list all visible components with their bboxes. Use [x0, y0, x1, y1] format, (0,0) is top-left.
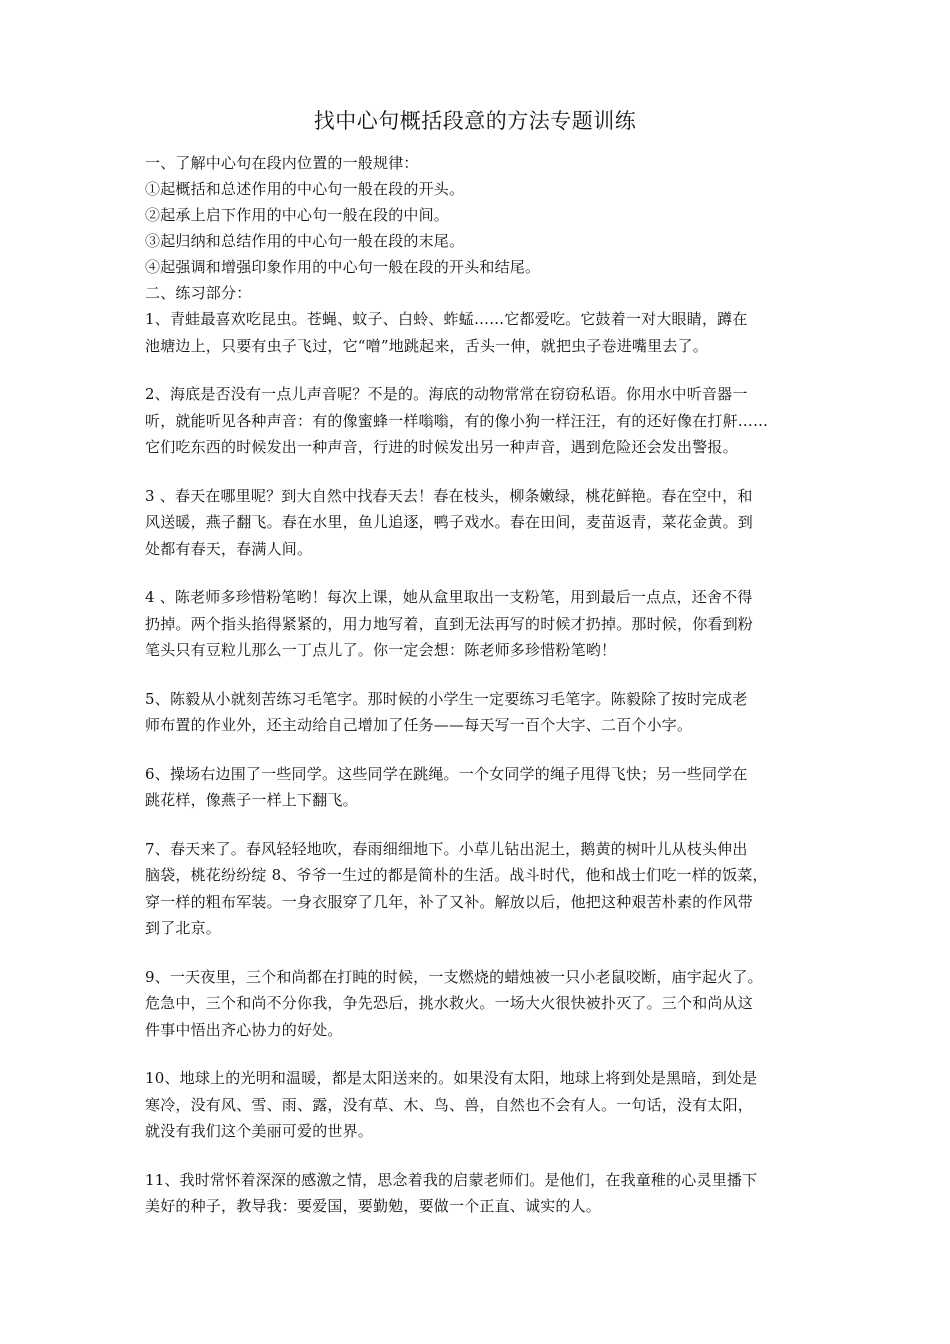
- exercise-line: 它们吃东西的时候发出一种声音，行进的时候发出另一种声音，遇到危险还会发出警报。: [145, 438, 738, 456]
- exercise-paragraph-6: [145, 761, 825, 814]
- paragraph-gap: [145, 1043, 825, 1065]
- exercise-line: 扔掉。两个指头掐得紧紧的，用力地写着，直到无法再写的时候才扔掉。那时候，你看到粉: [145, 614, 754, 633]
- paragraph-gap: [145, 814, 825, 836]
- paragraph-gap: [145, 664, 825, 686]
- exercise-line: 听，就能听见各种声音：有的像蜜蜂一样嗡嗡，有的像小狗一样汪汪，有的还好像在打鼾……: [145, 411, 769, 430]
- exercise-paragraph-2: [145, 381, 825, 461]
- exercise-line: 3 、春天在哪里呢？到大自然中找春天去！春在枝头，柳条嫩绿，桃花鲜艳。春在空中，和: [145, 486, 753, 505]
- page-title: 找中心句概括段意的方法专题训练: [313, 109, 637, 133]
- exercise-line: 穿一样的粗布军装。一身衣服穿了几年，补了又补。解放以后，他把这种艰苦朴素的作风带: [145, 892, 754, 911]
- paragraph-gap: [145, 942, 825, 964]
- exercise-line: 美好的种子，教导我：要爱国，要勤勉，要做一个正直、诚实的人。: [145, 1197, 602, 1215]
- exercise-line: 处都有春天，春满人间。: [145, 539, 313, 558]
- exercise-paragraph-5: [145, 686, 825, 739]
- exercise-line: 笔头只有豆粒儿那么一丁点儿了。你一定会想：陈老师多珍惜粉笔哟！: [145, 641, 617, 659]
- exercise-line: 师布置的作业外，还主动给自己增加了任务——每天写一百个大字、二百个小字。: [145, 716, 693, 734]
- paragraph-gap: [145, 461, 825, 483]
- exercise-line: 跳花样，像燕子一样上下翻飞。: [145, 791, 358, 809]
- section-2-heading: 二、练习部分：: [145, 284, 252, 302]
- exercise-paragraph-11: [145, 1167, 825, 1220]
- exercise-paragraph-10: [145, 1065, 825, 1145]
- section-1: [145, 150, 825, 280]
- exercise-paragraph-1: [145, 306, 825, 359]
- exercise-line: 脑袋，桃花纷纷绽 8、爷爷一生过的都是简朴的生活。战斗时代，他和战士们吃一样的饭菜，: [145, 866, 768, 884]
- exercise-line: 2、海底是否没有一点儿声音呢？不是的。海底的动物常常在窃窃私语。你用水中听音器一: [145, 385, 748, 403]
- exercise-line: 到了北京。: [145, 919, 222, 937]
- rule-item: ④起强调和增强印象作用的中心句一般在段的开头和结尾。: [145, 258, 541, 276]
- exercise-line: 11、我时常怀着深深的感激之情，思念着我的启蒙老师们。是他们，在我童稚的心灵里播下: [145, 1170, 758, 1189]
- exercise-line: 10、地球上的光明和温暖，都是太阳送来的。如果没有太阳，地球上将到处是黑暗，到处是: [145, 1069, 758, 1087]
- exercise-paragraph-3: [145, 483, 825, 563]
- exercise-paragraph-7: [145, 836, 825, 942]
- section-1-heading: 一、了解中心句在段内位置的一般规律：: [145, 154, 419, 172]
- exercise-line: 1、青蛙最喜欢吃昆虫。苍蝇、蚊子、白蛉、蚱蜢……它都爱吃。它鼓着一对大眼睛，蹲在: [145, 310, 748, 328]
- exercise-line: 就没有我们这个美丽可爱的世界。: [145, 1122, 374, 1140]
- exercise-line: 件事中悟出齐心协力的好处。: [145, 1020, 343, 1039]
- exercise-paragraph-9: [145, 964, 825, 1044]
- paragraph-gap: [145, 739, 825, 761]
- exercise-line: 池塘边上，只要有虫子飞过，它“噌”地跳起来，舌头一伸，就把虫子卷进嘴里去了。: [145, 336, 708, 355]
- rule-item: ①起概括和总述作用的中心句一般在段的开头。: [145, 180, 465, 198]
- exercise-line: 6、操场右边围了一些同学。这些同学在跳绳。一个女同学的绳子甩得飞快；另一些同学在: [145, 764, 748, 783]
- rule-item: ③起归纳和总结作用的中心句一般在段的末尾。: [145, 232, 465, 250]
- exercise-line: 4 、陈老师多珍惜粉笔哟！每次上课，她从盒里取出一支粉笔，用到最后一点点，还舍不得: [145, 588, 753, 606]
- paragraph-gap: [145, 1145, 825, 1167]
- exercise-line: 风送暖，燕子翻飞。春在水里，鱼儿追逐，鸭子戏水。春在田间，麦苗返青，菜花金黄。到: [145, 513, 754, 531]
- exercise-line: 9、一天夜里，三个和尚都在打盹的时候，一支燃烧的蜡烛被一只小老鼠咬断，庙宇起火了。: [145, 967, 763, 986]
- exercise-line: 危急中，三个和尚不分你我，争先恐后，挑水救火。一场大火很快被扑灭了。三个和尚从这: [145, 994, 754, 1012]
- rule-item: ②起承上启下作用的中心句一般在段的中间。: [145, 206, 450, 224]
- paragraph-gap: [145, 359, 825, 381]
- exercise-paragraph-4: [145, 584, 825, 664]
- section-2: [145, 280, 825, 306]
- document-body: [145, 150, 825, 1220]
- paragraph-gap: [145, 562, 825, 584]
- exercise-line: 7、春天来了。春风轻轻地吹，春雨细细地下。小草儿钻出泥土，鹅黄的树叶儿从枝头伸出: [145, 839, 748, 858]
- exercise-line: 5、陈毅从小就刻苦练习毛笔字。那时候的小学生一定要练习毛笔字。陈毅除了按时完成老: [145, 689, 748, 708]
- exercise-line: 寒冷，没有风、雪、雨、露，没有草、木、鸟、兽，自然也不会有人。一句话，没有太阳，: [145, 1095, 754, 1114]
